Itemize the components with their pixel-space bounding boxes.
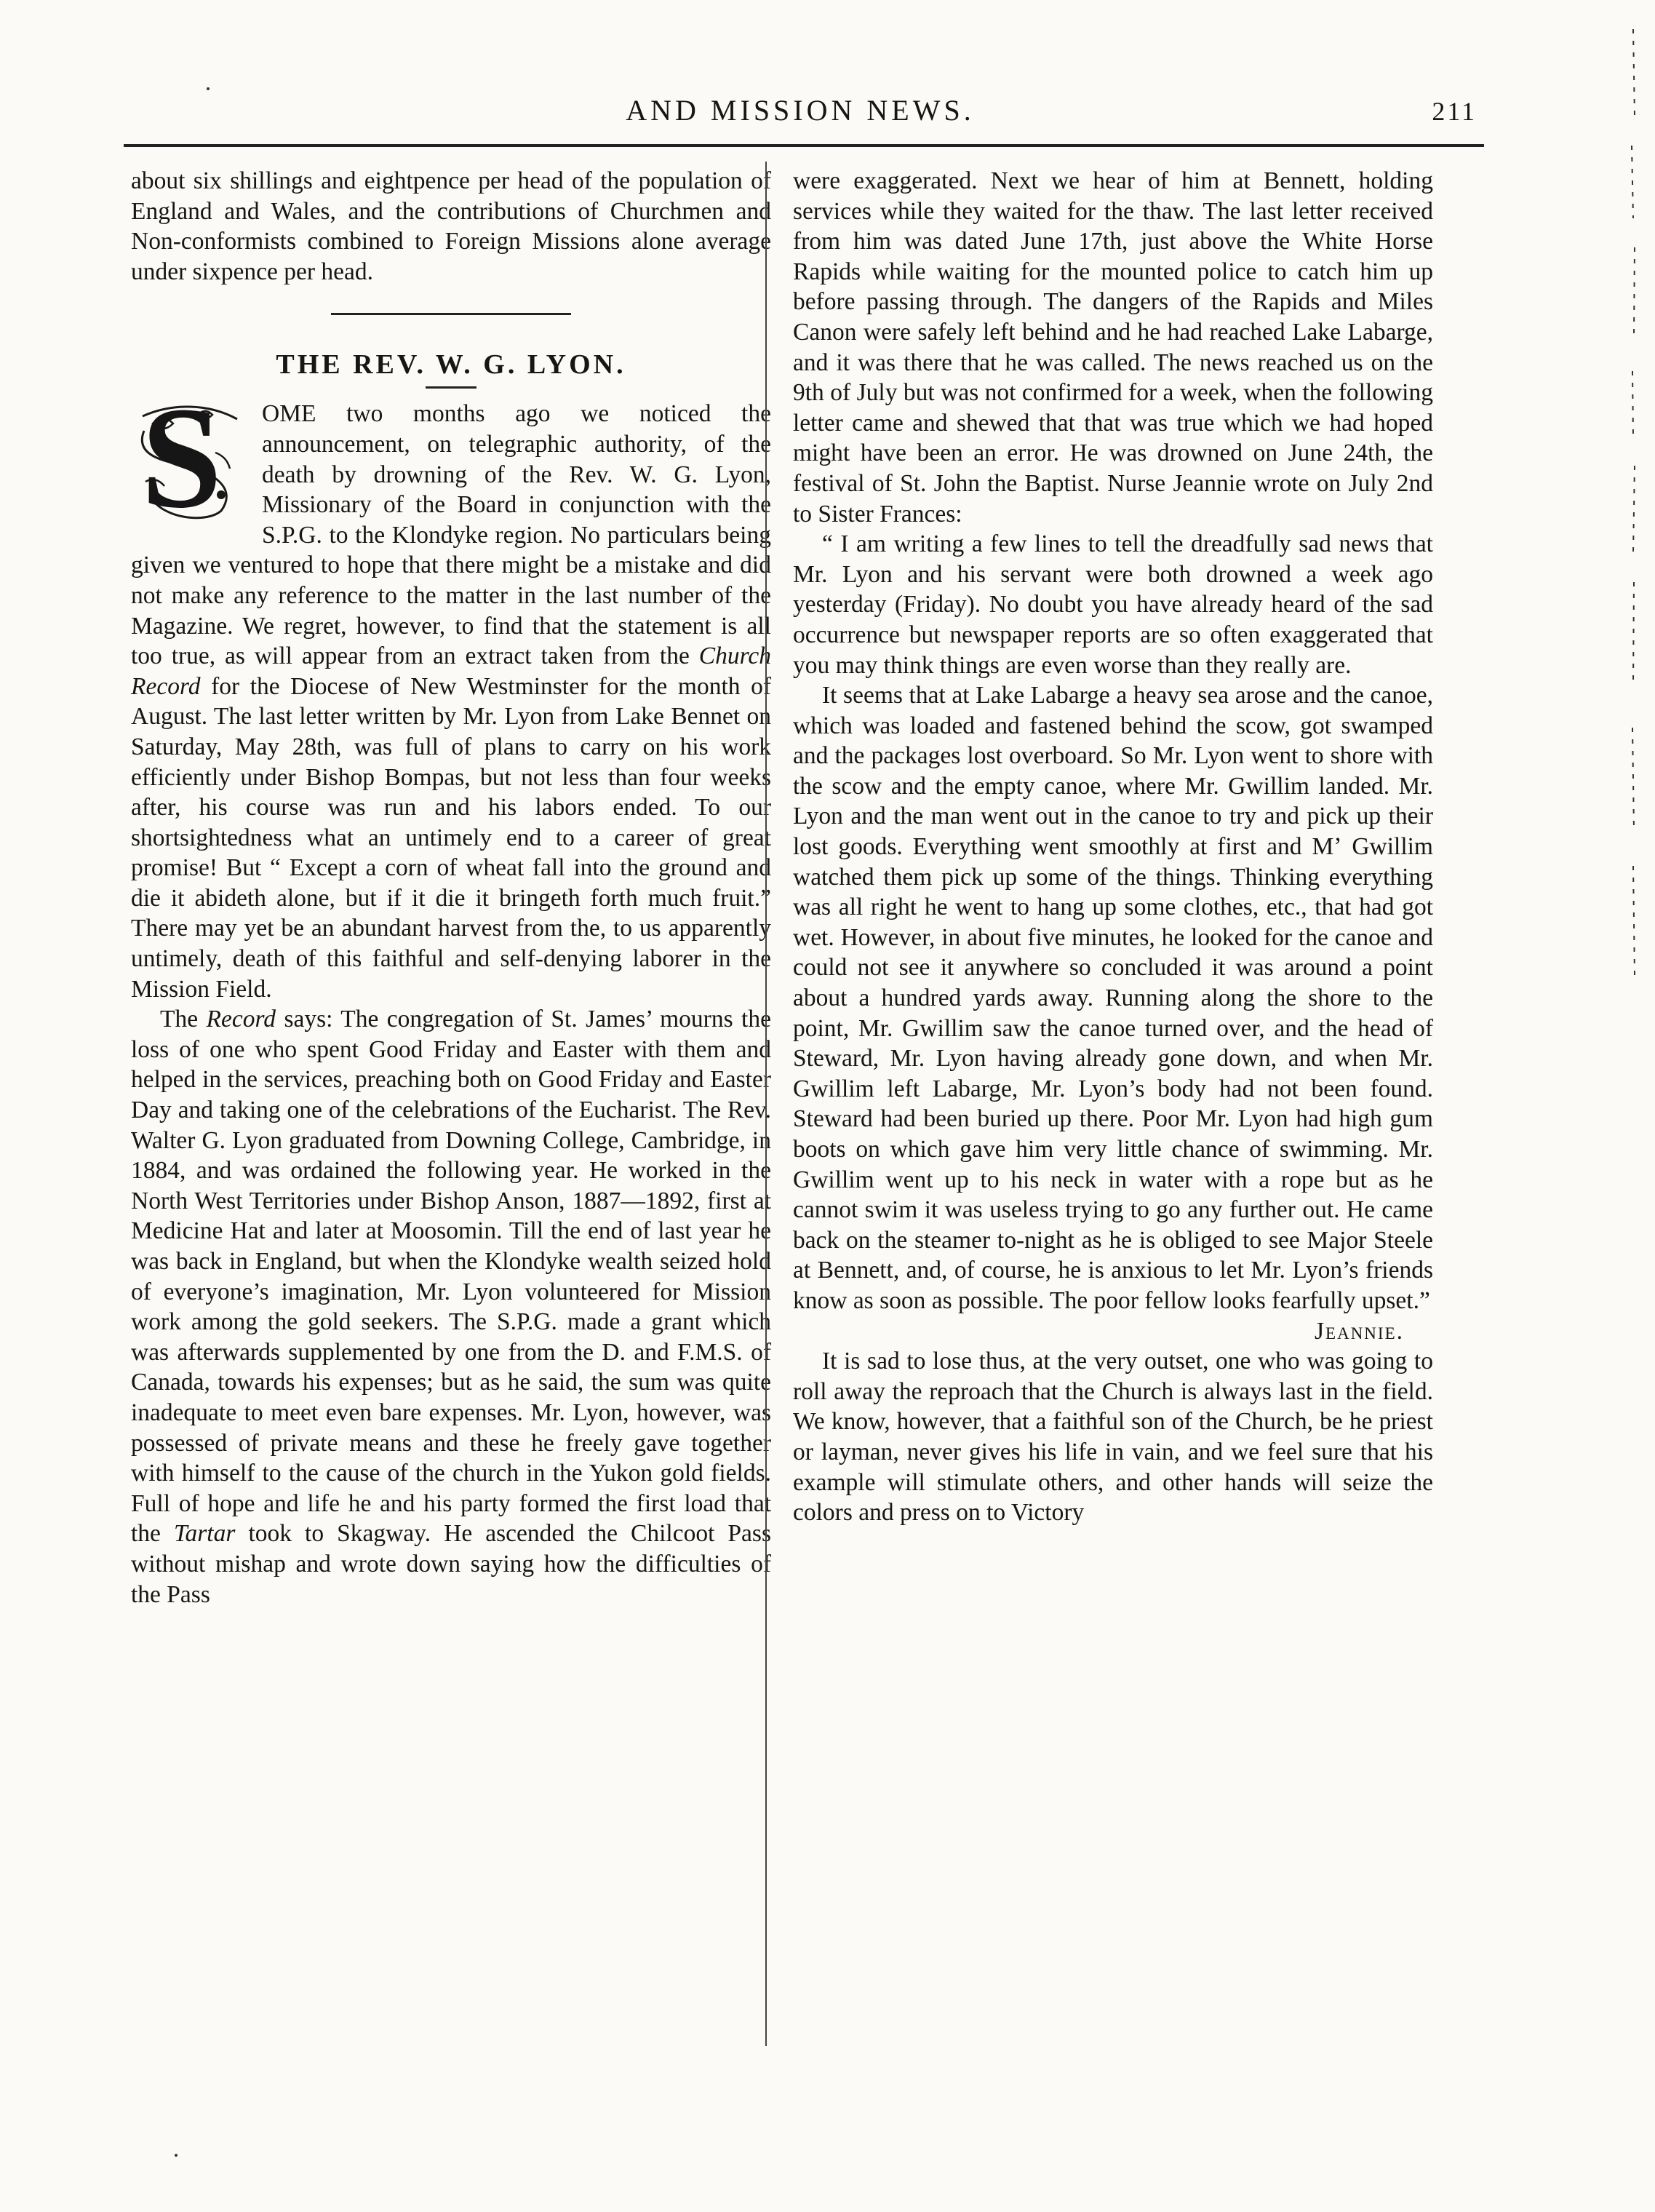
record-italic: Record: [206, 1006, 276, 1033]
section-divider-rule: [331, 313, 571, 315]
left-column: [131, 166, 771, 1610]
record-paragraph-text: says: The congregation of St. James’ mourns the loss of one who spent Good Friday and Easter with them and helped in the services, preaching both on Good Friday and Easter Day and taking one of the celebrations of the Eucharist. The Rev. Walter G. Lyon graduated from Downing College, Cambridge, in 1884, and was ordained the following year. He worked in the North West Territories under Bishop Anson, 1887—1892, first at Medicine Hat and later at Moosomin. Till the end of last year he was back in England, but when the Klondyke wealth seized hold of everyone’s imagination, Mr. Lyon volunteered for Mission work among the gold seekers. The S.P.G. made a grant which was afterwards supplemented by one from the D. and F.M.S. of Canada, towards his expenses; but as he said, the sum was quite inadequate to meet even bare expenses. Mr. Lyon, however, was possessed of private means and these he freely gave together with himself to the cause of the church in the Yukon gold fields. Full of hope and life he and his party formed the first load that the: [131, 1006, 771, 1548]
header-rule: [124, 144, 1484, 147]
letter-paragraph-1: “ I am writing a few lines to tell the dreadfully sad news that Mr. Lyon and his servant were both drowned a week ago yesterday (Friday). No doubt you have already heard of the sad occurrence but newspaper reports are so often exaggerated that you may think things are even worse than they really are.: [793, 530, 1433, 679]
column-divider: [765, 162, 767, 2046]
closing-paragraph: It is sad to lose thus, at the very outset, one who was going to roll away the reproach that the Church is always last in the field. We know, however, that a faithful son of the Church, be he priest or layman, never gives his life in vain, and we feel sure that his example will stimulate others, and other hands will seize the colors and press on to Victory: [793, 1348, 1433, 1527]
opening-paragraph: [131, 378, 771, 1004]
opening-small-caps: OME: [262, 400, 316, 428]
drop-cap-letter: S: [141, 378, 223, 539]
ship-name-italic: Tartar: [173, 1520, 236, 1548]
opening-text: two months ago we noticed the announcement, on telegraphic authority, of the death by drowning of the Rev. W. G. Lyon, Missionary of the Board in conjunction with the S.P.G. to the Klondyke region. No particulars being given we ventured to hope that there might be a mistake and did not make any reference to the matter in the last number of the Magazine. We regret, however, to find that the statement is all too true, as will appear from an extract taken from the: [131, 400, 771, 670]
letter-paragraph-2: It seems that at Lake Labarge a heavy sea arose and the canoe, which was loaded and fastened behind the scow, got swamped and the packages lost overboard. So Mr. Lyon went to shore with the scow and the empty canoe, where Mr. Gwillim landed. Mr. Lyon and the man went out in the canoe to try and pick up their lost goods. Everything went smoothly at first and Mʼ Gwillim watched them pick up some of the things. Thinking everything was all right he went to hang up some clothes, etc., that had got wet. However, in about five minutes, he looked for the canoe and could not see it anywhere so concluded it was around a point about a hundred yards away. Running along the shore to the point, Mr. Gwillim saw the canoe turned over, and the head of Steward, Mr. Lyon having already gone down, and when Mr. Gwillim left Labarge, Mr. Lyon’s body had not been found. Steward had been buried up there. Poor Mr. Lyon had high gum boots on which gave him very little chance of swimming. Mr. Gwillim went up to his neck in water with a rope but as he cannot swim it was useless trying to go any further out. He came back on the steamer to-night as he is obliged to see Major Steele at Bennett, and, of course, he is anxious to let Mr. Lyon’s friends know as soon as possible. The poor fellow looks fearfully upset.”: [793, 682, 1433, 1314]
record-paragraph-end: took to Skagway. He ascended the Chilcoot Pass without mishap and wrote down saying how the difficulties of the Pass: [131, 1520, 771, 1608]
running-title: AND MISSION NEWS.: [626, 94, 975, 127]
continued-paragraph: about six shillings and eightpence per head of the population of England and Wales, and the contributions of Churchmen and Non-conformists combined to Foreign Missions alone average under sixpence per head.: [131, 167, 771, 285]
running-head: [124, 93, 1477, 137]
page-number: 211: [1432, 97, 1477, 126]
record-paragraph: [131, 1004, 771, 1610]
publication-title-italic: Church Record: [131, 642, 771, 700]
scan-speck: [175, 2154, 178, 2157]
scan-speck: [207, 87, 210, 90]
record-paragraph-start: The: [160, 1006, 207, 1033]
article-title: THE REV. W. G. LYON.: [276, 349, 626, 381]
opening-text-end: for the Diocese of New Westminster for the month of August. The last letter written by Mr. Lyon from Lake Bennet on Saturday, May 28th, was full of plans to carry on his work efficiently under Bishop Bompas, but not less than four weeks after, his course was run and his labors ended. To our shortsightedness what an untimely end to a career of great promise! But “ Except a corn of wheat fall into the ground and die it abideth alone, but if it die it bringeth forth much fruit.” There may yet be an abundant harvest from the, to us apparently untimely, death of this faithful and self-denying laborer in the Mission Field.: [131, 672, 771, 1003]
scan-edge-marks: [1619, 29, 1648, 1048]
continued-paragraph-right: were exaggerated. Next we hear of him at Bennett, holding services while they waited for the thaw. The last letter received from him was dated June 17th, just above the White Horse Rapids while waiting for the mounted police to catch him up before passing through. The dangers of the Rapids and Miles Canon were safely left behind and he had reached Lake Labarge, and it was there that he was called. The news reached us on the 9th of July but was not confirmed for a week, when the following letter came and shewed that that was true which we had hoped might have been an error. He was drowned on June 24th, the festival of St. John the Baptist. Nurse Jeannie wrote on July 2nd to Sister Frances:: [793, 167, 1433, 528]
letter-signature: Jeannie.: [1315, 1317, 1404, 1345]
title-underline-rule: [426, 386, 476, 389]
right-column: [793, 166, 1433, 1528]
ornamental-drop-cap: [128, 378, 252, 539]
